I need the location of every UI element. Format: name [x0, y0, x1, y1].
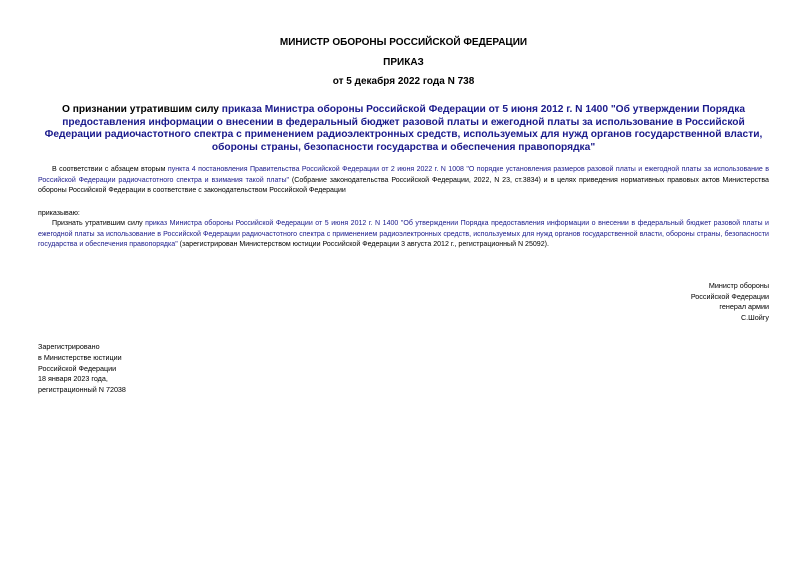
order-item-text-end: (зарегистрирован Министерством юстиции Российской Федерации 3 августа 2012 г., регистрационный N 25092). — [177, 241, 549, 248]
signature-rank: генерал армии — [719, 302, 769, 311]
signature-organization: Российской Федерации — [690, 291, 769, 301]
preamble-link[interactable]: пункта 4 постановления Правительства Российской Федерации от 2 июня 2022 г. N 1008 "О порядке установления размеров разовой платы и ежегодной платы за использование в Российской Федерации радиочастотного спектра и взимания такой платы" — [38, 166, 769, 184]
preamble-text-start: В соответствии с абзацем вторым — [52, 166, 168, 173]
title-link[interactable]: приказа Министра обороны Российской Федерации от 5 июня 2012 г. N 1400 "Об утверждении Порядка предоставления информации о внесении в федеральный бюджет разовой платы и ежегодной платы за использование в Российской Федерации радиочастотного спектра с применением радиоэлектронных средств, используемых для нужд органов государственной власти, обороны страны, безопасности государства и обеспечения правопорядка" — [44, 104, 763, 153]
registration-line: Зарегистрировано — [38, 342, 100, 351]
document-title — [38, 104, 769, 154]
registration-block — [38, 342, 126, 396]
document-type: ПРИКАЗ — [383, 57, 424, 68]
issuing-authority: МИНИСТР ОБОРОНЫ РОССИЙСКОЙ ФЕДЕРАЦИИ — [279, 37, 528, 48]
preamble-text-end: (Собрание законодательства Российской Федерации, 2022, N 23, ст.3834) и в целях приведения нормативных правовых актов Министерства обороны Российской Федерации в соответствие с законодательством Российской Федерации — [38, 176, 769, 194]
registration-date: 18 января 2023 года, — [38, 374, 108, 384]
order-word: приказываю: — [38, 210, 80, 217]
signature-name: С.Шойгу — [740, 312, 769, 322]
order-item-text-start: Признать утратившим силу — [52, 220, 146, 227]
order-item-paragraph — [38, 219, 769, 251]
title-prefix: О признании утратившим силу — [61, 104, 222, 115]
registration-line: Российской Федерации — [38, 363, 117, 373]
document-date: от 5 декабря 2022 года N 738 — [332, 76, 475, 87]
registration-line: в Министерстве юстиции — [38, 352, 122, 362]
preamble-paragraph — [38, 165, 769, 197]
signature-block — [691, 281, 769, 323]
registration-number: регистрационный N 72038 — [38, 385, 126, 395]
order-item-link[interactable]: приказ Министра обороны Российской Федерации от 5 июня 2012 г. N 1400 "Об утверждении Порядка предоставления информации о внесении в федеральный бюджет разовой платы и ежегодной платы за использование в Российской Федерации радиочастотного спектра с применением радиоэлектронных средств, используемых для нужд органов государственной власти, обороны страны, безопасности государства и обеспечения правопорядка" — [38, 220, 769, 248]
signature-position: Министр обороны — [708, 281, 769, 290]
